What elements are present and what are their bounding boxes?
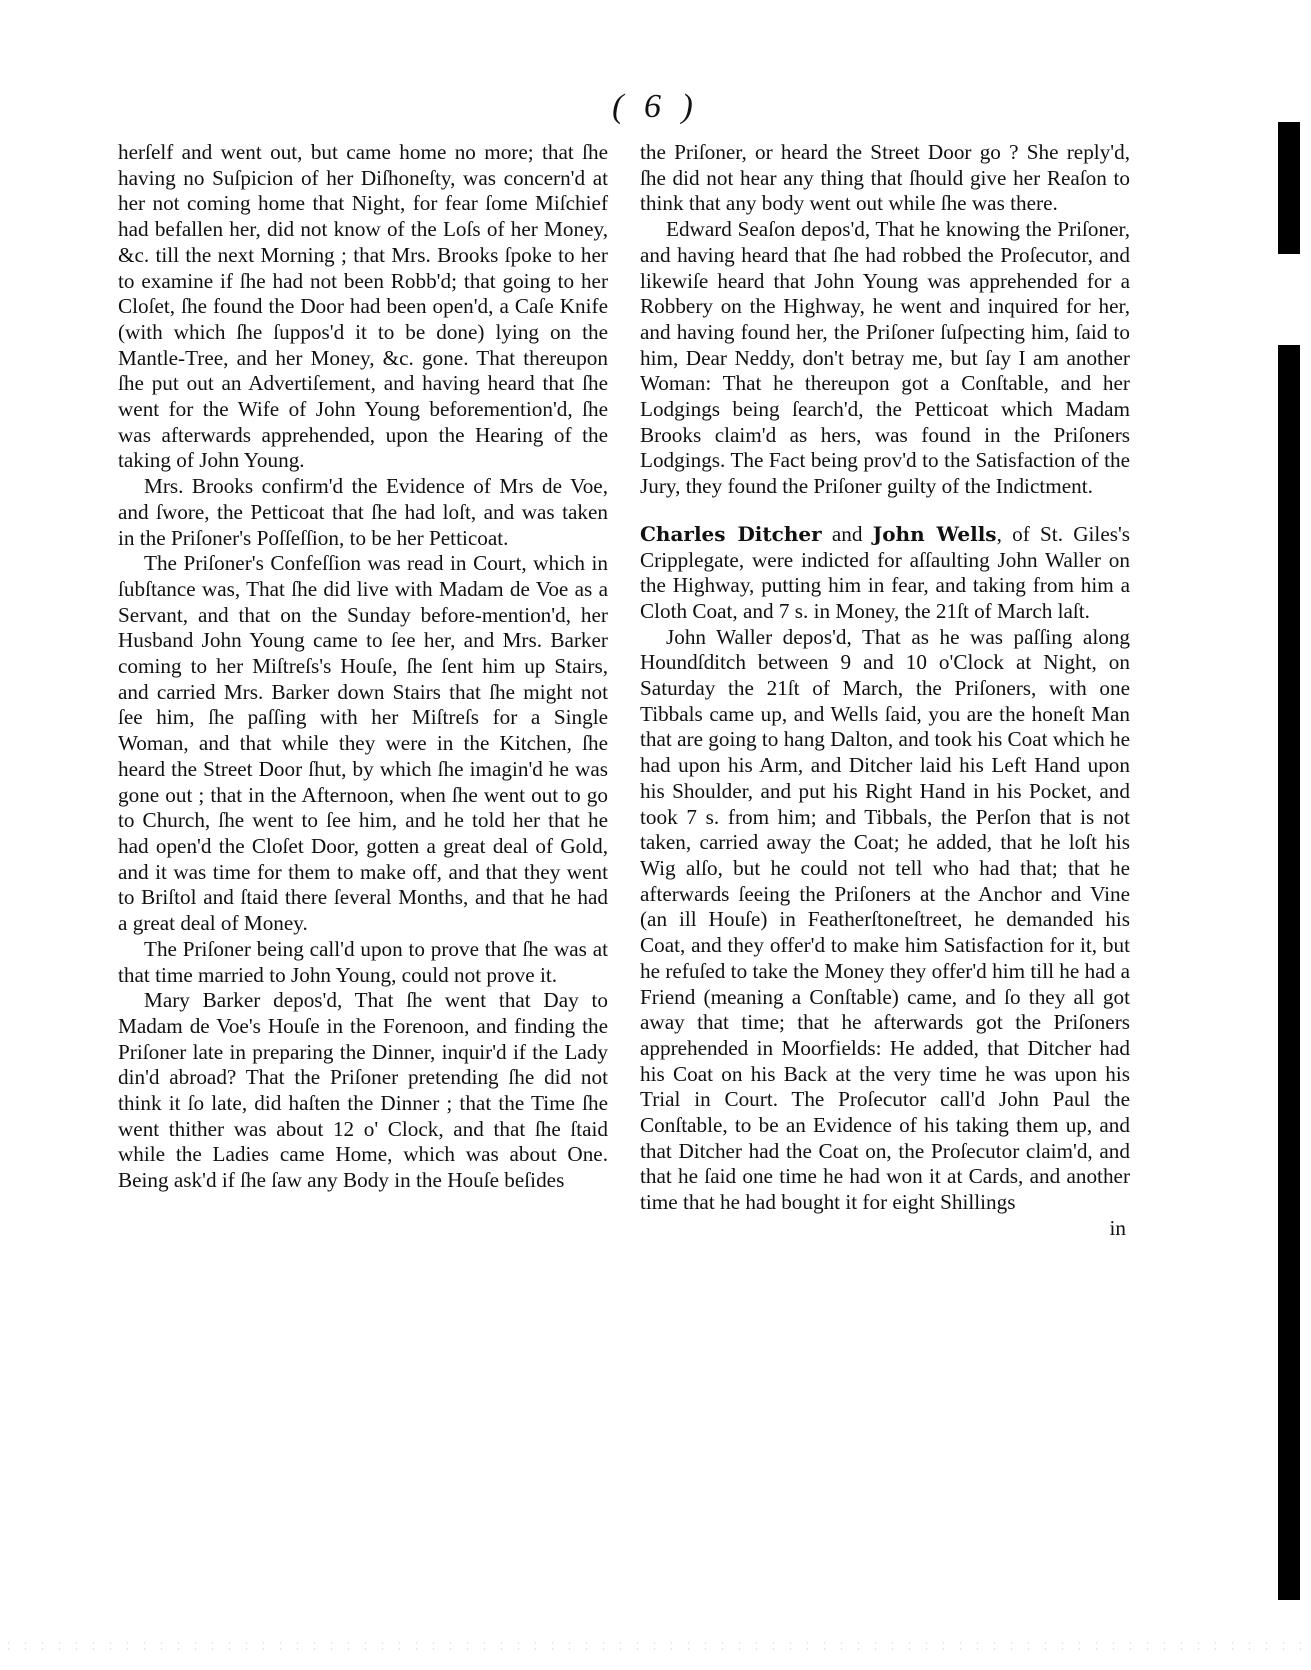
defendant-name-wells: John Wells — [872, 521, 997, 546]
paragraph-mrs-brooks: Mrs. Brooks confirm'd the Evidence of Mrs de Voe, and ſwore, the Petticoat that ſhe had loſt, and was taken in the Priſoner's Poſſeſſion, to be her Petticoat. — [118, 474, 608, 550]
right-column — [640, 140, 1130, 1242]
defendant-name-ditcher: Charles Ditcher — [640, 521, 822, 546]
paragraph-confession: The Priſoner's Confeſſion was read in Court, which in ſubſtance was, That ſhe did live with Madam de Voe as a Servant, and that on the Sunday before-mention'd, her Husband John Young came to ſee her, and Mrs. Barker coming to her Miſtreſs's Houſe, ſhe ſent him up Stairs, and carried Mrs. Barker down Stairs that ſhe might not ſee him, ſhe paſſing with her Miſtreſs for a Single Woman, and that while they were in the Kitchen, ſhe heard the Street Door ſhut, by which ſhe imagin'd he was gone out ; that in the Afternoon, when ſhe went out to go to Church, ſhe went to ſee him, and he told her that he had open'd the Cloſet Door, gotten a great deal of Gold, and it was time for them to make off, and that they went to Briſtol and ſtaid there ſeveral Months, and that he had a great deal of Money. — [118, 551, 608, 936]
case-indictment-text: , of St. Giles's Cripplegate, were indicted for aſſaulting John Waller on the Highway, putting him in fear, and taking from him a Cloth Coat, and 7 s. in Money, the 21ſt of March laſt. — [640, 521, 1131, 623]
paragraph-mary-barker: Mary Barker depos'd, That ſhe went that Day to Madam de Voe's Houſe in the Forenoon, and finding the Priſoner late in preparing the Dinner, inquir'd if the Lady din'd abroad? That the Priſoner pretending ſhe did not think it ſo late, did haſten the Dinner ; that the Time ſhe went thither was about 12 o' Clock, and that ſhe ſtaid while the Ladies came Home, which was about One. Being ask'd if ſhe ſaw any Body in the Houſe beſides — [118, 988, 608, 1193]
scan-edge-bar-bottom — [1278, 345, 1300, 1600]
left-column — [118, 140, 608, 1194]
page-number: ( 6 ) — [612, 88, 699, 125]
case-conjunction: and — [831, 521, 863, 546]
paragraph-prisoner-account: herſelf and went out, but came home no more; that ſhe having no Suſpicion of her Diſhoneſty, was concern'd at her not coming home that Night, for fear ſome Miſchief had befallen her, did not know of the Loſs of her Money, &c. till the next Morning ; that Mrs. Brooks ſpoke to her to examine if ſhe had not been Robb'd; that going to her Cloſet, ſhe found the Door had been open'd, a Caſe Knife (with which ſhe ſuppos'd it to be done) lying on the Mantle-Tree, and her Money, &c. gone. That thereupon ſhe put out an Advertiſement, and having heard that ſhe went for the Wife of John Young beforemention'd, ſhe was afterwards apprehended, upon the Hearing of the taking of John Young. — [118, 140, 608, 473]
scan-edge-bar-top — [1278, 122, 1300, 254]
paragraph-edward-seafon: Edward Seaſon depos'd, That he knowing the Priſoner, and having heard that ſhe had robbed the Proſecutor, and likewiſe heard that John Young was apprehended for a Robbery on the Highway, he went and inquired for her, and having found her, the Priſoner ſuſpecting him, ſaid to him, Dear Neddy, don't betray me, but ſay I am another Woman: That he thereupon got a Conſtable, and her Lodgings being ſearch'd, the Petticoat which Madam Brooks claim'd as hers, was found in the Priſoners Lodgings. The Fact being prov'd to the Satisfaction of the Jury, they found the Priſoner guilty of the Indictment. — [640, 217, 1130, 499]
paragraph-continuation: the Priſoner, or heard the Street Door go ? She reply'd, ſhe did not hear any thing that ſhould give her Reaſon to think that any body went out while ſhe was there. — [640, 140, 1130, 216]
case-heading — [640, 522, 1130, 625]
section-gap — [640, 500, 1130, 522]
paragraph-john-waller: John Waller depos'd, That as he was paſſing along Houndſditch between 9 and 10 o'Clock at Night, on Saturday the 21ſt of March, the Priſoners, with one Tibbals came up, and Wells ſaid, you are the honeſt Man that are going to hang Dalton, and took his Coat which he had upon his Arm, and Ditcher laid his Left Hand upon his Shoulder, and put his Right Hand in his Pocket, and took 7 s. from him; and Tibbals, the Perſon that is not taken, carried away the Coat; he added, that he loſt his Wig alſo, but he could not tell who had that; that he afterwards ſeeing the Priſoners at the Anchor and Vine (an ill Houſe) in Featherſtoneſtreet, he demanded his Coat, and they offer'd to make him Satisfaction for it, but he refuſed to take the Money they offer'd him till he had a Friend (meaning a Conſtable) came, and ſo they all got away that time; that he afterwards got the Priſoners apprehended in Moorfields: He added, that Ditcher had his Coat on his Back at the very time he was upon his Trial in Court. The Proſecutor call'd John Paul the Conſtable, to be an Evidence of his taking them up, and that Ditcher had the Coat on, the Proſecutor claim'd, and that he ſaid one time he had won it at Cards, and another time that he had bought it for eight Shillings — [640, 624, 1130, 1215]
scan-noise — [0, 1640, 1311, 1650]
catchword: in — [1109, 1215, 1126, 1240]
paragraph-marriage: The Priſoner being call'd upon to prove that ſhe was at that time married to John Young, could not prove it. — [118, 936, 608, 987]
